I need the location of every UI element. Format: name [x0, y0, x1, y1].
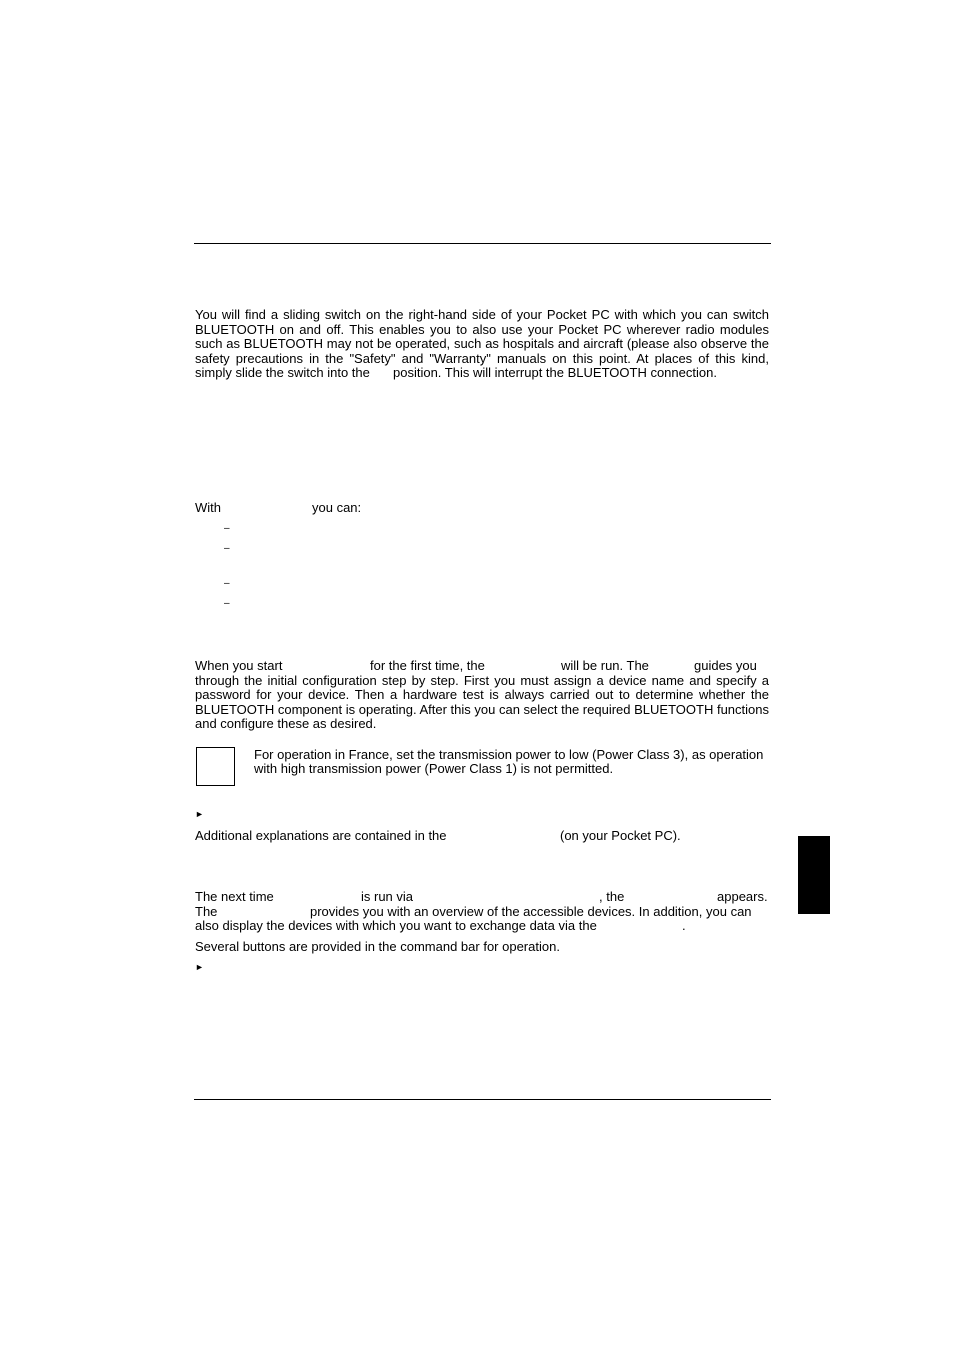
first-start-line: password for your device. Then a hardware test is always carried out to determine whether the — [195, 687, 769, 702]
next-fragment: is run via — [361, 889, 414, 904]
arrow-marker: ► — [195, 962, 204, 972]
next-fragment: appears. — [717, 889, 768, 904]
list-dash: – — [224, 578, 230, 589]
additional-text-b: (on your Pocket PC). — [560, 828, 681, 843]
bottom-rule — [194, 1099, 771, 1100]
intro-line: You will find a sliding switch on the right-hand side of your Pocket PC with which you can switch — [195, 307, 769, 322]
note-line: with high transmission power (Power Class 1) is not permitted. — [254, 761, 614, 776]
intro-line: such as BLUETOOTH may not be operated, such as hospitals and aircraft (please also observe the — [195, 336, 769, 351]
next-fragment: provides you with an overview of the accessible devices. In addition, you can — [310, 904, 752, 919]
note-box — [196, 747, 235, 786]
intro-paragraph — [195, 308, 769, 366]
next-fragment: also display the devices with which you want to exchange data via the — [195, 918, 597, 933]
additional-text-a: Additional explanations are contained in the — [195, 828, 447, 843]
list-dash: – — [224, 523, 230, 534]
next-fragment: The next time — [195, 889, 274, 904]
next-fragment: The — [195, 904, 218, 919]
next-fragment: , the — [599, 889, 625, 904]
first-start-fragment: for the first time, the — [370, 658, 485, 673]
list-dash: – — [224, 598, 230, 609]
with-text-a: With — [195, 500, 221, 515]
intro-line: safety precautions in the "Safety" and "Warranty" manuals on this point. At places of this kind, — [195, 350, 769, 366]
first-start-paragraph — [195, 674, 769, 732]
with-text-b: you can: — [312, 500, 362, 515]
intro-last-a: simply slide the switch into the — [195, 365, 370, 380]
intro-line: BLUETOOTH on and off. This enables you to also use your Pocket PC wherever radio modules — [195, 321, 769, 337]
arrow-marker: ► — [195, 809, 204, 819]
first-start-line: and configure these as desired. — [195, 716, 377, 731]
intro-last-b: position. This will interrupt the BLUETOOTH connection. — [393, 365, 717, 380]
first-start-line: through the initial configuration step by step. First you must assign a device name and specify a — [195, 672, 769, 688]
list-dash: – — [224, 543, 230, 554]
first-start-fragment: guides you — [694, 658, 757, 673]
first-start-line: BLUETOOTH component is operating. After this you can select the required BLUETOOTH functions — [195, 701, 769, 717]
first-start-fragment: When you start — [195, 658, 283, 673]
buttons-text: Several buttons are provided in the command bar for operation. — [195, 939, 560, 954]
top-rule — [194, 243, 771, 244]
note-line: For operation in France, set the transmission power to low (Power Class 3), as operation — [254, 747, 764, 762]
next-fragment: . — [682, 918, 686, 933]
first-start-fragment: will be run. The — [561, 658, 649, 673]
chapter-tab — [798, 836, 830, 914]
